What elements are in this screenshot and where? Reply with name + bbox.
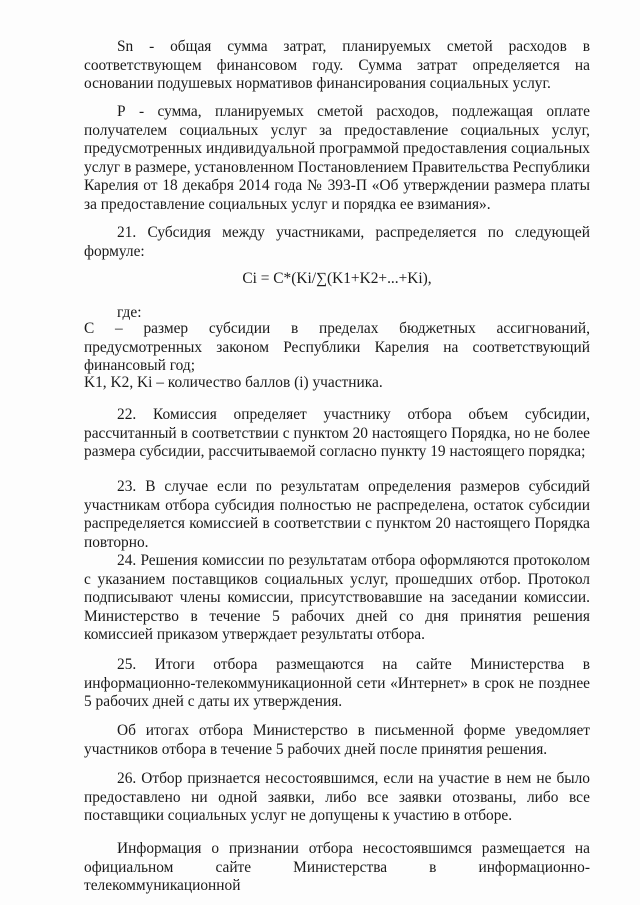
subsidy-formula: Ci = C*(Ki/∑(K1+K2+...+Ki), [242,270,432,287]
paragraph-sn-definition: Sn - общая сумма затрат, планируемых сметой расходов в соответствующем финансовом году. Сумма затрат определяется на основании подушевых нормативов финансирования социальных услуг. [84,38,590,93]
paragraph-25: 25. Итоги отбора размещаются на сайте Министерства в информационно-телекоммуникационной сети «Интернет» в срок не позднее 5 рабочих дней с даты их утверждения. [84,656,590,711]
paragraph-24: 24. Решения комиссии по результатам отбора оформляются протоколом с указанием поставщиков социальных услуг, прошедших отбор. Протокол подписывают члены комиссии, присутствовавшие на заседании комиссии. Министерство в течение 5 рабочих дней со дня принятия решения комиссией приказом утверждает результаты отбора. [84,552,590,644]
paragraph-26-info: Информация о признании отбора несостоявшимся размещается на официальном сайте Министерства в информационно-телекоммуникационной [84,840,590,895]
paragraph-26: 26. Отбор признается несостоявшимся, если на участие в нем не было предоставлено ни одной заявки, либо все заявки отозваны, либо все поставщики социальных услуг не допущены к участию в отборе. [84,770,590,825]
paragraph-p-definition: Р - сумма, планируемых сметой расходов, подлежащая оплате получателем социальных услуг за предоставление социальных услуг, предусмотренных индивидуальной программой предоставления социальных услуг в размере, установленном Постановлением Правительства Республики Карелия от 18 декабря 2014 года № 393-П «Об утверждении размера платы за предоставление социальных услуг и порядка ее взимания». [84,103,590,213]
paragraph-21: 21. Субсидия между участниками, распределяется по следующей формуле: [84,224,590,260]
paragraph-k-definition: K1, K2, Ki – количество баллов (i) участника. [84,374,383,391]
paragraph-22: 22. Комиссия определяет участнику отбора объем субсидии, рассчитанный в соответствии с пунктом 20 настоящего Порядка, но не более размера субсидии, рассчитываемой согласно пункту 19 настоящего порядка; [84,406,590,461]
paragraph-c-definition: С – размер субсидии в пределах бюджетных ассигнований, предусмотренных законом Республики Карелия на соответствующий финансовый год; [84,320,590,375]
where-label: где: [117,304,142,321]
paragraph-25-notice: Об итогах отбора Министерство в письменной форме уведомляет участников отбора в течение 5 рабочих дней после принятия решения. [84,722,590,758]
paragraph-23: 23. В случае если по результатам определения размеров субсидий участникам отбора субсидия полностью не распределена, остаток субсидии распределяется комиссией в соответствии с пунктом 20 настоящего Порядка повторно. [84,478,590,551]
